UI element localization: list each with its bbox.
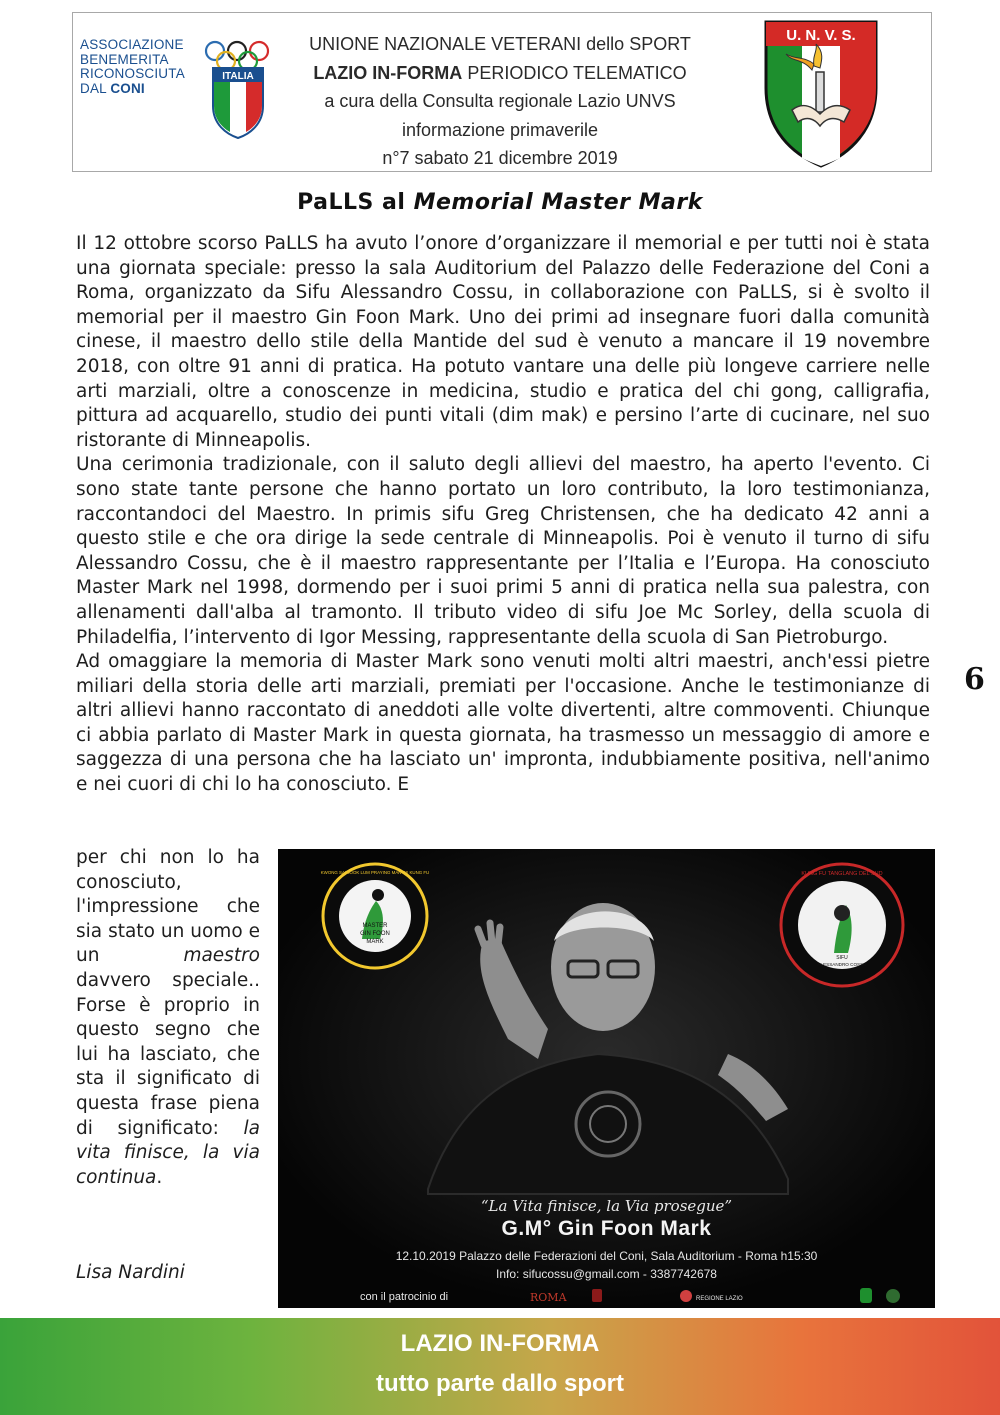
coni-badge-logo bbox=[80, 38, 270, 148]
sponsor-roma-logo: ROMA bbox=[530, 1291, 567, 1304]
article-title bbox=[0, 190, 1000, 215]
italia-label: ITALIA bbox=[222, 71, 254, 82]
article-paragraph-1: Il 12 ottobre scorso PaLLS ha avuto l’onore d’organizzare il memorial e per tutti noi è stata una giornata speciale: presso la sala Auditorium del Palazzo delle Federazione del Coni a Roma, organizzato da Sifu Alessandro Cossu, in collaborazione con PaLLS, si è svolto il memorial per il maestro Gin Foon Mark. Uno dei primi ad insegnare fuori dalla comunità cinese, il maestro dello stile della Mantide del sud è venuto a mancare il 19 novembre 2018, con oltre 91 anni di pratica. Ha potuto vantare una delle più longeve carriere nelle arti marziali, oltre a conoscenze in medicina, studio e pratica del chi gong, calligrafia, pittura ad acquarello, studio dei punti vitali (dim mak) e persino l’arte di cucinare, nel suo ristorante di Minneapolis. bbox=[76, 233, 930, 451]
masthead-line-2-bold: LAZIO IN-FORMA bbox=[313, 62, 463, 83]
sponsor-regione-logo: REGIONE LAZIO bbox=[696, 1296, 743, 1302]
poster-quote: “La Vita finisce, la Via prosegue” bbox=[480, 1197, 733, 1215]
regione-lazio-icon bbox=[680, 1290, 692, 1302]
article-side-column bbox=[76, 846, 260, 1190]
masthead-line-5: n°7 sabato 21 dicembre 2019 bbox=[382, 148, 618, 168]
side-text-b: davvero speciale.. Forse è proprio in questo segno che lui ha lasciato, che sta il significato di questa frase piena di significato: bbox=[76, 969, 260, 1139]
italia-shield-icon bbox=[210, 66, 266, 140]
coni-line-1: ASSOCIAZIONE bbox=[80, 37, 184, 52]
footer-tagline: tutto parte dallo sport bbox=[376, 1370, 624, 1397]
poster-master-name: G.M° Gin Foon Mark bbox=[501, 1217, 712, 1240]
masthead-line-1: UNIONE NAZIONALE VETERANI dello SPORT bbox=[309, 34, 691, 54]
coni-line-2: BENEMERITA bbox=[80, 51, 169, 67]
left-logo-caption-2: GIN FOON bbox=[360, 931, 390, 937]
unvs-shield-logo bbox=[762, 18, 880, 170]
masthead-line-4: informazione primaverile bbox=[401, 119, 599, 140]
unvs-logo-text: U. N. V. S. bbox=[786, 27, 856, 44]
poster-patronage-label: con il patrocinio di bbox=[360, 1291, 449, 1303]
left-logo-caption-1: MASTER bbox=[362, 923, 388, 929]
coni-crest-icon bbox=[860, 1288, 872, 1303]
article-title-italic: Memorial Master Mark bbox=[413, 190, 703, 215]
roma-crest-icon bbox=[592, 1289, 602, 1302]
right-logo-ring-text: KUNG FU TANGLANG DEL SUD bbox=[801, 871, 883, 877]
coni-line-4 bbox=[80, 82, 210, 97]
left-logo-caption-3: MARK bbox=[366, 939, 384, 945]
masthead-text bbox=[270, 30, 730, 173]
memorial-poster-image bbox=[278, 849, 935, 1308]
coni-line-4-prefix: DAL bbox=[80, 80, 111, 96]
page-number: 6 bbox=[964, 662, 985, 697]
tanglang-del-sud-logo bbox=[778, 861, 906, 989]
left-logo-ring-text: KWONG SAI JOOK LUM PRAYING MANTIS KUNG FU bbox=[320, 870, 430, 875]
article-paragraph-2: Una cerimonia tradizionale, con il saluto degli allievi del maestro, ha aperto l'evento. Ci sono state tante persone che hanno portato un loro contributo, la loro testimonianza, raccontandoci del Maestro. In primis sifu Greg Christensen, che ha dedicato 42 anni a questo stile e che ora dirige la sede centrale di Minneapolis. Poi è venuto il turno di sifu Alessandro Cossu, che è il maestro rappresentante per l’Italia e l’Europa. Ha conosciuto Master Mark nel 1998, dormendo per i suoi primi 5 anni di pratica nella sua palestra, con allenamenti dall'alba al tramonto. Il tributo video di sifu Joe Mc Sorley, della scuola di Philadelfia, l’intervento di Igor Messing, rappresentante della scuola di San Pietroburgo. bbox=[76, 454, 930, 648]
masthead-line-2 bbox=[270, 59, 730, 88]
coni-line-4-bold: CONI bbox=[110, 80, 145, 96]
footer-banner bbox=[0, 1318, 1000, 1415]
article-paragraph-3: Ad omaggiare la memoria di Master Mark sono venuti molti altri maestri, anch'essi pietre miliari della storia delle arti marziali, premiati per l'occasione. Anche le testimonianze di altri allievi hanno raccontato di aneddoti alle volte divertenti, altre commoventi. Chiunque ci abbia parlato di Master Mark in questa giornata, ha trasmesso un messaggio di amore e saggezza di una persona che ha lasciato un' impronta, indubbiamente positiva, nell'animo e nei cuori di chi lo ha conosciuto. E bbox=[76, 651, 930, 796]
side-text-end: . bbox=[156, 1166, 163, 1188]
jook-lum-mantis-logo bbox=[320, 861, 430, 971]
masthead-line-3: a cura della Consulta regionale Lazio UNVS bbox=[324, 91, 676, 111]
article-author: Lisa Nardini bbox=[76, 1262, 185, 1283]
side-text-italic-1: maestro bbox=[183, 945, 260, 967]
side-text-italic-2: la vita finisce, la via continua bbox=[76, 1117, 260, 1188]
poster-event-details: 12.10.2019 Palazzo delle Federazioni del Coni, Sala Auditorium - Roma h15:30 bbox=[395, 1249, 818, 1263]
coni-line-3: RICONOSCIUTA bbox=[80, 66, 185, 81]
article-title-plain: PaLLS al bbox=[297, 190, 414, 215]
right-logo-caption-2: ALESSANDRO COSSU bbox=[817, 962, 867, 967]
coni-badge-text bbox=[80, 38, 210, 96]
side-text-a: per chi non lo ha conosciuto, l'impressione che sia stato un uomo e un bbox=[76, 847, 260, 967]
masthead-line-2-rest: PERIODICO TELEMATICO bbox=[467, 62, 687, 83]
poster-contact-info: Info: sifucossu@gmail.com - 3387742678 bbox=[496, 1267, 717, 1281]
unvs-crest-icon bbox=[886, 1289, 900, 1303]
article-body bbox=[76, 232, 930, 798]
right-logo-caption-1: SIFU bbox=[836, 955, 848, 961]
poster-sponsor-logos bbox=[508, 1285, 928, 1307]
footer-title: LAZIO IN-FORMA bbox=[400, 1330, 600, 1357]
